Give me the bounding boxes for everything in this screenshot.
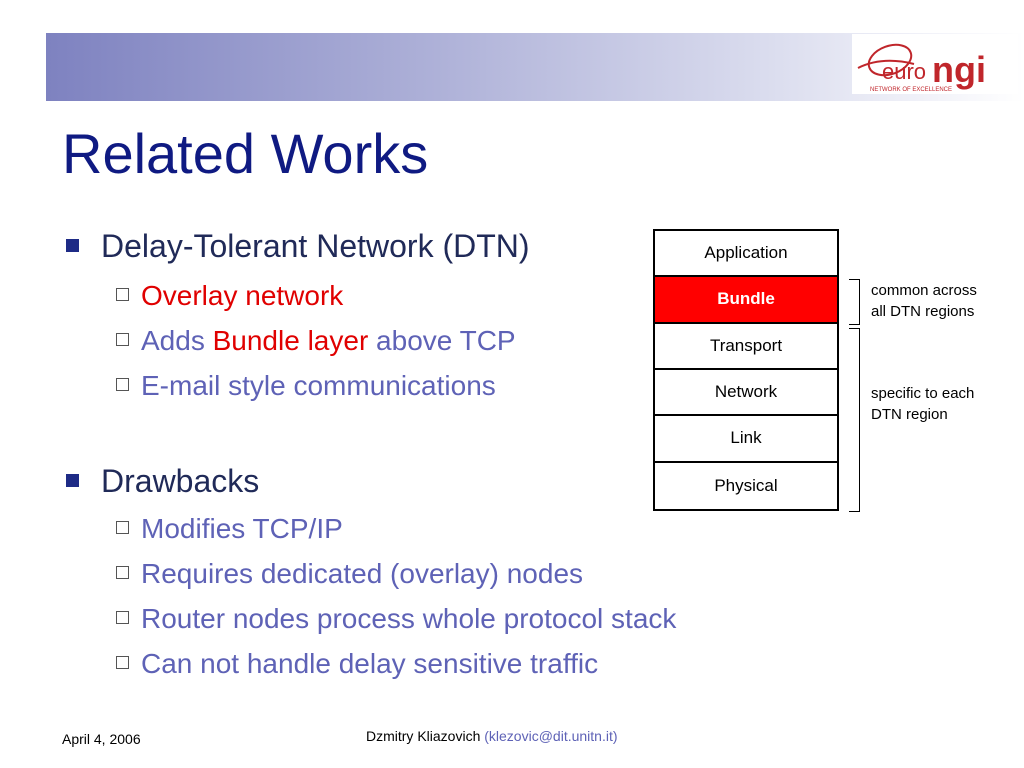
annotation-common: [871, 280, 977, 322]
hollow-square-bullet-icon: [116, 611, 129, 624]
hollow-square-bullet-icon: [116, 288, 129, 301]
sub-bullet-bundle-layer: [116, 327, 516, 355]
square-bullet-icon: [66, 474, 79, 487]
footer-author: [366, 728, 618, 744]
sub-bullet-text: Overlay network: [141, 280, 344, 311]
author-email[interactable]: (klezovic@dit.unitn.it): [484, 728, 618, 744]
bullet-text: Drawbacks: [101, 463, 260, 499]
sub-bullet-requires: [116, 560, 583, 588]
bracket-specific: [849, 328, 860, 512]
author-name: Dzmitry Kliazovich: [366, 728, 481, 744]
bullet-text: Delay-Tolerant Network (DTN): [101, 228, 530, 264]
annotation-line: common across: [871, 282, 977, 299]
layer-bundle: Bundle: [655, 277, 837, 323]
hollow-square-bullet-icon: [116, 521, 129, 534]
eurongi-logo: [852, 34, 1018, 94]
annotation-line: all DTN regions: [871, 303, 975, 320]
annotation-line: DTN region: [871, 406, 948, 423]
hollow-square-bullet-icon: [116, 566, 129, 579]
square-bullet-icon: [66, 239, 79, 252]
sub-bullet-modifies: [116, 515, 343, 543]
hollow-square-bullet-icon: [116, 333, 129, 346]
slide-title: Related Works: [62, 122, 429, 185]
sub-bullet-text: Requires dedicated (overlay) nodes: [141, 558, 584, 589]
sub-bullet-text: E-mail style communications: [141, 370, 496, 401]
footer-date: April 4, 2006: [62, 731, 141, 747]
layer-application: Application: [655, 231, 837, 277]
layer-network: Network: [655, 370, 837, 416]
sub-bullet-delay: [116, 650, 598, 678]
bullet-drawbacks: [66, 465, 259, 497]
svg-text:euro: euro: [882, 59, 927, 84]
annotation-line: specific to each: [871, 385, 975, 402]
sub-bullet-text: Adds: [141, 325, 213, 356]
sub-bullet-highlight: Bundle layer: [212, 325, 369, 356]
protocol-stack-diagram: [653, 229, 839, 511]
bullet-dtn: [66, 230, 530, 262]
hollow-square-bullet-icon: [116, 656, 129, 669]
bracket-common: [849, 279, 860, 325]
annotation-specific: [871, 383, 974, 425]
sub-bullet-text: Router nodes process whole protocol stack: [141, 603, 677, 634]
hollow-square-bullet-icon: [116, 378, 129, 391]
sub-bullet-overlay: [116, 282, 343, 310]
layer-physical: Physical: [714, 475, 778, 495]
layer-transport: Transport: [655, 324, 837, 370]
svg-text:ngi: ngi: [932, 49, 986, 90]
sub-bullet-text: Modifies TCP/IP: [141, 513, 343, 544]
sub-bullet-router: [116, 605, 676, 633]
sub-bullet-text: Can not handle delay sensitive traffic: [141, 648, 599, 679]
svg-text:NETWORK OF EXCELLENCE: NETWORK OF EXCELLENCE: [870, 87, 953, 93]
sub-bullet-email: [116, 372, 496, 400]
layer-link: Link: [655, 416, 837, 462]
sub-bullet-text: above TCP: [368, 325, 516, 356]
